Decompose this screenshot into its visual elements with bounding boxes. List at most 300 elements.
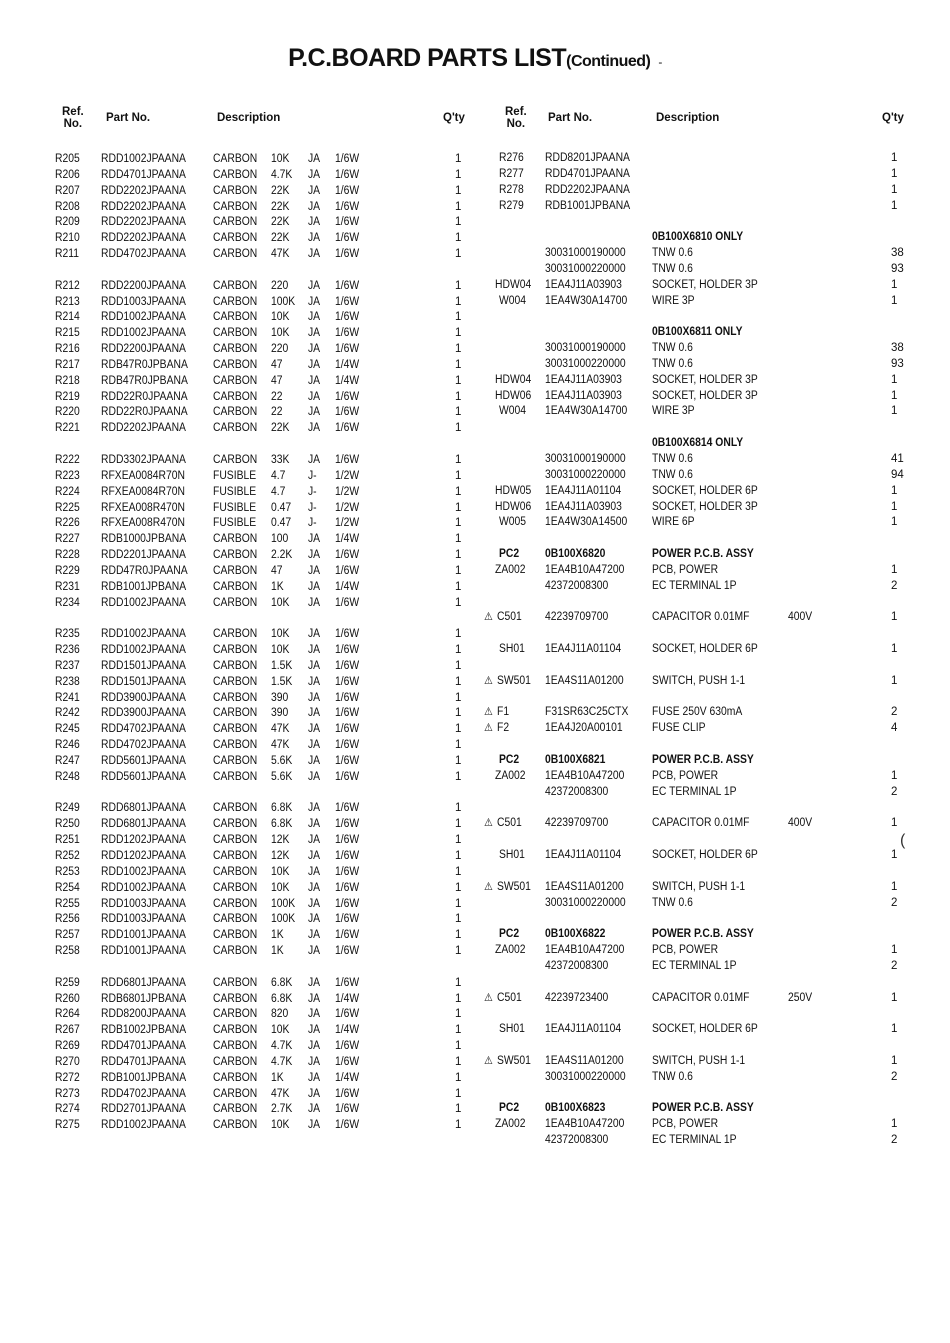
ref-no: R257 (55, 929, 80, 942)
description: SOCKET, HOLDER 6P (652, 1023, 758, 1036)
description-type: CARBON (213, 754, 258, 767)
ref-no: R214 (55, 311, 80, 324)
description: SOCKET, HOLDER 3P (652, 278, 758, 291)
ref-no: HDW05 (495, 484, 532, 497)
part-no: RDD22R0JPAANA (101, 390, 188, 403)
qty: 1 (891, 817, 898, 830)
description-type: CARBON (213, 739, 258, 752)
title-main: P.C.BOARD PARTS LIST (288, 44, 567, 72)
description-tolerance: JA (308, 549, 321, 561)
description-type: CARBON (213, 1040, 258, 1052)
description-type: CARBON (213, 770, 258, 783)
qty: 1 (455, 422, 462, 435)
qty: 2 (891, 1070, 898, 1083)
ref-no: HDW06 (495, 500, 532, 513)
description-tolerance: JA (308, 1119, 321, 1132)
description-rating: 1/4W (335, 580, 360, 593)
part-no: RDD6801JPAANA (101, 976, 186, 989)
qty: 1 (455, 897, 462, 910)
qty: 1 (891, 516, 898, 529)
ref-no: W005 (499, 516, 527, 529)
part-no: 42239723400 (545, 991, 609, 1004)
description-tolerance: JA (308, 770, 321, 783)
description-value: 22K (271, 184, 290, 197)
part-no: 1EA4S11A01200 (545, 880, 624, 893)
description-rating: 1/6W (335, 454, 360, 466)
ref-no: R246 (55, 739, 80, 752)
part-no: 1EA4B10A47200 (545, 1118, 625, 1131)
ref-no: R224 (55, 485, 80, 498)
part-no: RDD1501JPAANA (101, 675, 186, 688)
description-tolerance: J- (308, 501, 317, 514)
description-tolerance: JA (308, 406, 321, 419)
description-value: 6.8K (271, 976, 293, 989)
part-no: 30031000190000 (545, 342, 626, 355)
part-no: 1EA4B10A47200 (545, 769, 625, 782)
ref-no: R277 (499, 167, 524, 180)
description-rating: 1/6W (335, 850, 360, 862)
ref-no: R226 (55, 517, 80, 530)
part-no: F31SR63C25CTX (545, 706, 629, 719)
ref-no: R219 (55, 390, 80, 403)
description-type: CARBON (213, 390, 258, 403)
description-type: CARBON (213, 1119, 258, 1132)
description-value: 5.6K (271, 754, 293, 767)
description-tolerance: JA (308, 976, 321, 989)
description: TNW 0.6 (652, 342, 693, 355)
ref-no: R273 (55, 1087, 80, 1100)
description-rating: 1/6W (335, 818, 360, 831)
description-type: CARBON (213, 564, 258, 577)
part-no: RDD4701JPAANA (101, 1055, 186, 1068)
warning-triangle-icon: ⚠ (484, 674, 493, 687)
warning-triangle-icon: ⚠ (484, 722, 493, 735)
description-rating: 1/6W (335, 390, 360, 403)
description-type: CARBON (213, 1071, 258, 1084)
ref-no: R255 (55, 897, 80, 910)
ref-no: R274 (55, 1103, 80, 1116)
qty: 1 (455, 865, 462, 878)
qty: 94 (891, 468, 904, 481)
part-no: 1EA4W30A14700 (545, 405, 628, 418)
qty: 1 (455, 343, 462, 356)
description-rating: 1/6W (335, 295, 360, 308)
ref-no: R218 (55, 374, 80, 387)
qty: 1 (455, 501, 462, 514)
qty: 1 (891, 1023, 898, 1036)
part-no: 1EA4J20A00101 (545, 722, 623, 735)
description-rating: 1/4W (335, 358, 360, 371)
ref-no: R231 (55, 580, 80, 593)
ref-no: R222 (55, 454, 80, 466)
description-rating: 1/6W (335, 564, 360, 577)
qty: 1 (455, 628, 462, 641)
ref-no: SW501 (497, 1054, 531, 1067)
part-no: 0B100X6823 (545, 1102, 606, 1115)
description-rating: 1/6W (335, 739, 360, 752)
description-value: 6.8K (271, 818, 293, 831)
ref-header-bottom: No. (63, 118, 83, 130)
description-value: 4.7 (271, 469, 286, 482)
description: CAPACITOR 0.01MF (652, 991, 750, 1004)
ref-no: R237 (55, 659, 80, 672)
description-value: 4.7 (271, 485, 286, 498)
voltage-rating: 400V (788, 611, 813, 624)
description-value: 390 (271, 691, 289, 704)
description-rating: 1/6W (335, 628, 360, 641)
part-no: 42239709700 (545, 817, 609, 830)
part-no: RDD5601JPAANA (101, 754, 186, 767)
description-value: 0.47 (271, 501, 292, 514)
description-tolerance: JA (308, 754, 321, 767)
description-value: 1K (271, 580, 284, 593)
description-rating: 1/6W (335, 834, 360, 847)
description-value: 22K (271, 422, 290, 435)
description-rating: 1/6W (335, 184, 360, 197)
description-rating: 1/6W (335, 232, 360, 245)
part-no: RDD2202JPAANA (101, 216, 186, 229)
description: TNW 0.6 (652, 896, 693, 909)
ref-no: SH01 (499, 849, 525, 861)
description-tolerance: JA (308, 818, 321, 831)
ref-no: R256 (55, 913, 80, 926)
description-tolerance: JA (308, 1071, 321, 1084)
description-tolerance: JA (308, 454, 321, 466)
description-type: CARBON (213, 881, 258, 894)
part-no: RDD1202JPAANA (101, 850, 186, 862)
part-no: 1EA4S11A01200 (545, 674, 624, 687)
description-value: 10K (271, 153, 290, 165)
description: SOCKET, HOLDER 3P (652, 500, 758, 513)
part-no: RDD1002JPAANA (101, 327, 186, 340)
description-type: CARBON (213, 865, 258, 878)
description-rating: 1/6W (335, 945, 360, 957)
ref-no: PC2 (499, 928, 520, 941)
description-type: CARBON (213, 232, 258, 245)
description-tolerance: JA (308, 358, 321, 371)
description-value: 0.47 (271, 517, 292, 530)
title-tick: - (658, 55, 662, 69)
title-sub: (Continued) (566, 53, 651, 70)
ref-no: F1 (497, 706, 510, 719)
ref-no-header (505, 106, 527, 130)
part-no: 0B100X6821 (545, 753, 606, 766)
description-type: CARBON (213, 343, 258, 356)
description-value: 1.5K (271, 675, 293, 688)
description-tolerance: JA (308, 232, 321, 245)
warning-triangle-icon: ⚠ (484, 880, 493, 893)
description: WIRE 3P (652, 405, 695, 418)
part-no: 1EA4J11A03903 (545, 389, 622, 402)
ref-no: R217 (55, 358, 80, 371)
description-value: 100K (271, 295, 296, 308)
ref-no: R236 (55, 644, 80, 656)
ref-no: R220 (55, 406, 80, 419)
qty: 1 (455, 549, 462, 561)
warning-triangle-icon: ⚠ (484, 817, 493, 830)
ref-no: PC2 (499, 1102, 520, 1115)
qty: 1 (891, 389, 898, 402)
part-no: 1EA4J11A01104 (545, 484, 622, 497)
part-no: RFXEA008R470N (101, 501, 185, 514)
description-value: 10K (271, 628, 290, 641)
description-rating: 1/6W (335, 153, 360, 165)
description-value: 47 (271, 358, 283, 371)
ref-no: R209 (55, 216, 80, 229)
ref-no: R210 (55, 232, 80, 245)
qty: 1 (455, 564, 462, 577)
description-type: CARBON (213, 184, 258, 197)
description-rating: 1/4W (335, 1024, 360, 1037)
description-rating: 1/4W (335, 533, 360, 546)
description-rating: 1/6W (335, 802, 360, 815)
qty: 1 (455, 1087, 462, 1100)
part-no: RDD4702JPAANA (101, 1087, 186, 1100)
ref-no: R235 (55, 628, 80, 641)
description-tolerance: JA (308, 1008, 321, 1021)
qty: 93 (891, 262, 904, 275)
ref-no: R229 (55, 564, 80, 577)
part-no: RDD2201JPAANA (101, 549, 186, 561)
description-tolerance: JA (308, 168, 321, 181)
qty: 1 (891, 991, 898, 1004)
part-no: 1EA4J11A01104 (545, 1023, 622, 1036)
ref-no: HDW04 (495, 373, 532, 386)
part-no: 1EA4J11A03903 (545, 278, 622, 291)
qty: 1 (891, 183, 898, 196)
description-tolerance: JA (308, 184, 321, 197)
description-type: CARBON (213, 945, 258, 957)
ref-no: R279 (499, 199, 524, 212)
description-type: CARBON (213, 533, 258, 546)
qty: 1 (455, 596, 462, 609)
description-value: 10K (271, 865, 290, 878)
description-value: 820 (271, 1008, 289, 1021)
description-rating: 1/6W (335, 406, 360, 419)
qty: 1 (455, 406, 462, 419)
description-rating: 1/6W (335, 311, 360, 324)
description-rating: 1/6W (335, 723, 360, 736)
description-type: CARBON (213, 374, 258, 387)
part-no: RDB1000JPBANA (101, 533, 187, 546)
description-tolerance: JA (308, 327, 321, 340)
part-no: RDB1002JPBANA (101, 1024, 187, 1037)
qty: 1 (891, 500, 898, 513)
ref-no: R242 (55, 707, 80, 720)
part-no: RDD1002JPAANA (101, 881, 186, 894)
part-no: 30031000220000 (545, 896, 626, 909)
description-rating: 1/6W (335, 881, 360, 894)
voltage-rating: 400V (788, 817, 813, 830)
description-rating: 1/6W (335, 549, 360, 561)
description-rating: 1/6W (335, 913, 360, 926)
description-tolerance: JA (308, 1024, 321, 1037)
part-no: 30031000190000 (545, 247, 626, 259)
description-tolerance: JA (308, 945, 321, 957)
description-type: CARBON (213, 850, 258, 862)
part-no: 30031000220000 (545, 262, 626, 275)
description-tolerance: JA (308, 834, 321, 847)
description-value: 4.7K (271, 1055, 293, 1068)
description-value: 2.7K (271, 1103, 293, 1116)
description: 0B100X6814 ONLY (652, 437, 744, 450)
part-no: RDD5601JPAANA (101, 770, 186, 783)
part-no: 30031000220000 (545, 357, 626, 370)
ref-no: R207 (55, 184, 80, 197)
qty: 1 (455, 311, 462, 324)
ref-no: SH01 (499, 643, 525, 655)
description-tolerance: JA (308, 707, 321, 720)
ref-no: R245 (55, 723, 80, 736)
part-no: RDD22R0JPAANA (101, 406, 188, 419)
part-no: 0B100X6820 (545, 548, 606, 560)
description-tolerance: JA (308, 1087, 321, 1100)
ref-no: HDW04 (495, 278, 532, 291)
qty: 1 (891, 1118, 898, 1131)
description: 0B100X6810 ONLY (652, 231, 744, 244)
qty: 1 (455, 454, 462, 466)
ref-no: R227 (55, 533, 80, 546)
qty: 1 (455, 691, 462, 704)
description-type: CARBON (213, 897, 258, 910)
part-no: RDD8201JPAANA (545, 152, 630, 164)
part-no: RFXEA0084R70N (101, 469, 185, 482)
part-no: RDB47R0JPBANA (101, 358, 188, 371)
part-no: RDD3900JPAANA (101, 691, 186, 704)
qty: 2 (891, 785, 898, 798)
description-value: 10K (271, 881, 290, 894)
description-tolerance: JA (308, 279, 321, 292)
description-type: CARBON (213, 659, 258, 672)
description-type: CARBON (213, 295, 258, 308)
ref-no: C501 (497, 817, 522, 830)
description-type: CARBON (213, 596, 258, 609)
description-type: CARBON (213, 216, 258, 229)
part-no: RDD1003JPAANA (101, 295, 186, 308)
ref-no: R221 (55, 422, 80, 435)
warning-triangle-icon: ⚠ (484, 611, 493, 624)
ref-no: SW501 (497, 880, 531, 893)
qty: 1 (455, 723, 462, 736)
description: FUSE 250V 630mA (652, 706, 743, 719)
part-no: RDD2202JPAANA (101, 232, 186, 245)
description-rating: 1/6W (335, 897, 360, 910)
part-no: RDD1002JPAANA (101, 644, 186, 656)
qty: 1 (891, 1054, 898, 1067)
description-type: CARBON (213, 802, 258, 815)
description: PCB, POWER (652, 563, 719, 576)
description-type: CARBON (213, 358, 258, 371)
description-rating: 1/6W (335, 216, 360, 229)
qty: 1 (455, 1040, 462, 1052)
ref-no: ZA002 (495, 563, 526, 576)
page-title (0, 44, 950, 73)
part-no: RDD1003JPAANA (101, 897, 186, 910)
description: TNW 0.6 (652, 1070, 693, 1083)
qty: 1 (455, 533, 462, 546)
description-tolerance: JA (308, 913, 321, 926)
qty: 1 (455, 976, 462, 989)
description-rating: 1/2W (335, 469, 360, 482)
part-no: RDD47R0JPAANA (101, 564, 188, 577)
part-no: 1EA4S11A01200 (545, 1054, 624, 1067)
description-type: FUSIBLE (213, 485, 257, 498)
part-no: RDD4702JPAANA (101, 739, 186, 752)
description-tolerance: J- (308, 469, 317, 482)
ref-no-header (62, 106, 84, 130)
description-tolerance: JA (308, 739, 321, 752)
qty: 1 (455, 1103, 462, 1116)
description-value: 100K (271, 897, 296, 910)
ref-no: ZA002 (495, 769, 526, 782)
qty: 1 (455, 1071, 462, 1084)
description: WIRE 6P (652, 516, 695, 529)
ref-no: C501 (497, 991, 522, 1004)
ref-no: R225 (55, 501, 80, 514)
description-rating: 1/6W (335, 1055, 360, 1068)
qty: 1 (455, 913, 462, 926)
description-tolerance: JA (308, 675, 321, 688)
part-no: RDD2202JPAANA (101, 422, 186, 435)
description-tolerance: JA (308, 343, 321, 356)
qty: 1 (455, 1055, 462, 1068)
ref-no: R215 (55, 327, 80, 340)
description: PCB, POWER (652, 769, 719, 782)
warning-triangle-icon: ⚠ (484, 991, 493, 1004)
description-type: CARBON (213, 153, 258, 165)
ref-no: SW501 (497, 674, 531, 687)
ref-no: R208 (55, 200, 80, 213)
description-type: CARBON (213, 707, 258, 720)
part-no: RDB47R0JPBANA (101, 374, 188, 387)
description-tolerance: JA (308, 533, 321, 546)
description: WIRE 3P (652, 294, 695, 307)
qty: 1 (455, 945, 462, 957)
ref-no: R276 (499, 152, 524, 164)
part-no: 1EA4B10A47200 (545, 944, 625, 956)
description-tolerance: JA (308, 897, 321, 910)
qty: 1 (455, 200, 462, 213)
description: TNW 0.6 (652, 357, 693, 370)
qty: 1 (455, 184, 462, 197)
description-rating: 1/6W (335, 691, 360, 704)
scan-mark: ( (900, 832, 906, 849)
part-no: 1EA4W30A14700 (545, 294, 628, 307)
part-no: 42239709700 (545, 611, 609, 624)
ref-no: R211 (55, 248, 79, 260)
ref-no: F2 (497, 722, 510, 735)
part-no: RDD2701JPAANA (101, 1103, 186, 1116)
description: SWITCH, PUSH 1-1 (652, 1054, 746, 1067)
description-type: CARBON (213, 644, 258, 656)
description-tolerance: JA (308, 881, 321, 894)
description-value: 10K (271, 596, 290, 609)
description-rating: 1/6W (335, 343, 360, 356)
qty: 1 (891, 769, 898, 782)
description-value: 6.8K (271, 802, 293, 815)
description-value: 100K (271, 913, 296, 926)
part-no: RDB1001JPBANA (101, 1071, 187, 1084)
warning-triangle-icon: ⚠ (484, 1054, 493, 1067)
description: CAPACITOR 0.01MF (652, 611, 750, 624)
description-tolerance: JA (308, 992, 321, 1005)
part-no: RFXEA008R470N (101, 517, 185, 530)
qty: 1 (891, 880, 898, 893)
warning-triangle-icon: ⚠ (484, 706, 493, 719)
qty: 2 (891, 579, 898, 592)
ref-no: R205 (55, 153, 80, 165)
description-header: Description (656, 112, 720, 124)
